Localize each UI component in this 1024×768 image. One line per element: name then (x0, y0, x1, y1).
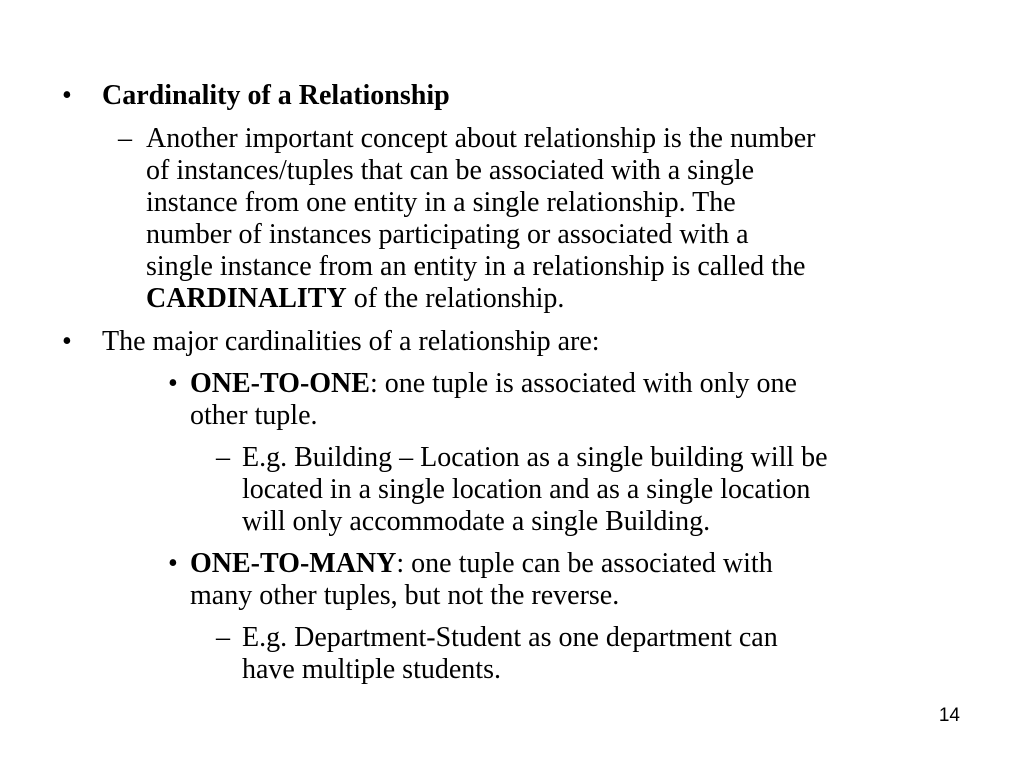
dash-marker: – (216, 442, 230, 473)
one-to-one-term: ONE-TO-ONE (190, 368, 370, 399)
paragraph-line: instance from one entity in a single relationship. The (146, 187, 736, 218)
one-to-many-desc: : one tuple can be associated with (396, 548, 773, 579)
heading-cardinality (102, 80, 450, 112)
example-line: have multiple students. (242, 654, 501, 685)
bullet-marker: • (168, 548, 178, 579)
example-line: E.g. Building – Location as a single building will be (242, 442, 828, 473)
heading-text: Cardinality of a Relationship (102, 80, 450, 111)
paragraph-line: single instance from an entity in a relationship is called the (146, 251, 806, 282)
cardinality-term: CARDINALITY (146, 283, 347, 314)
dash-marker: – (118, 123, 132, 154)
one-to-one-line (190, 368, 797, 400)
example-line: located in a single location and as a single location (242, 474, 811, 505)
example-line: E.g. Department-Student as one department can (242, 622, 778, 653)
one-to-many-line (190, 548, 773, 580)
bullet-marker: • (62, 326, 72, 357)
dash-marker: – (216, 622, 230, 653)
paragraph-line-rest: of the relationship. (346, 283, 565, 314)
paragraph-line: of instances/tuples that can be associated with a single (146, 155, 755, 186)
paragraph-line: Another important concept about relationship is the number (146, 123, 816, 154)
bullet-marker: • (168, 368, 178, 399)
paragraph-line-last (146, 283, 564, 315)
paragraph-line: number of instances participating or associated with a (146, 219, 749, 250)
page-number: 14 (938, 705, 960, 726)
one-to-one-desc: : one tuple is associated with only one (369, 368, 797, 399)
major-cardinalities-intro: The major cardinalities of a relationship are: (102, 326, 600, 357)
one-to-many-term: ONE-TO-MANY (190, 548, 397, 579)
example-line: will only accommodate a single Building. (242, 506, 711, 537)
one-to-many-line2: many other tuples, but not the reverse. (190, 580, 620, 611)
bullet-marker: • (62, 80, 72, 111)
one-to-one-line2: other tuple. (190, 400, 318, 431)
